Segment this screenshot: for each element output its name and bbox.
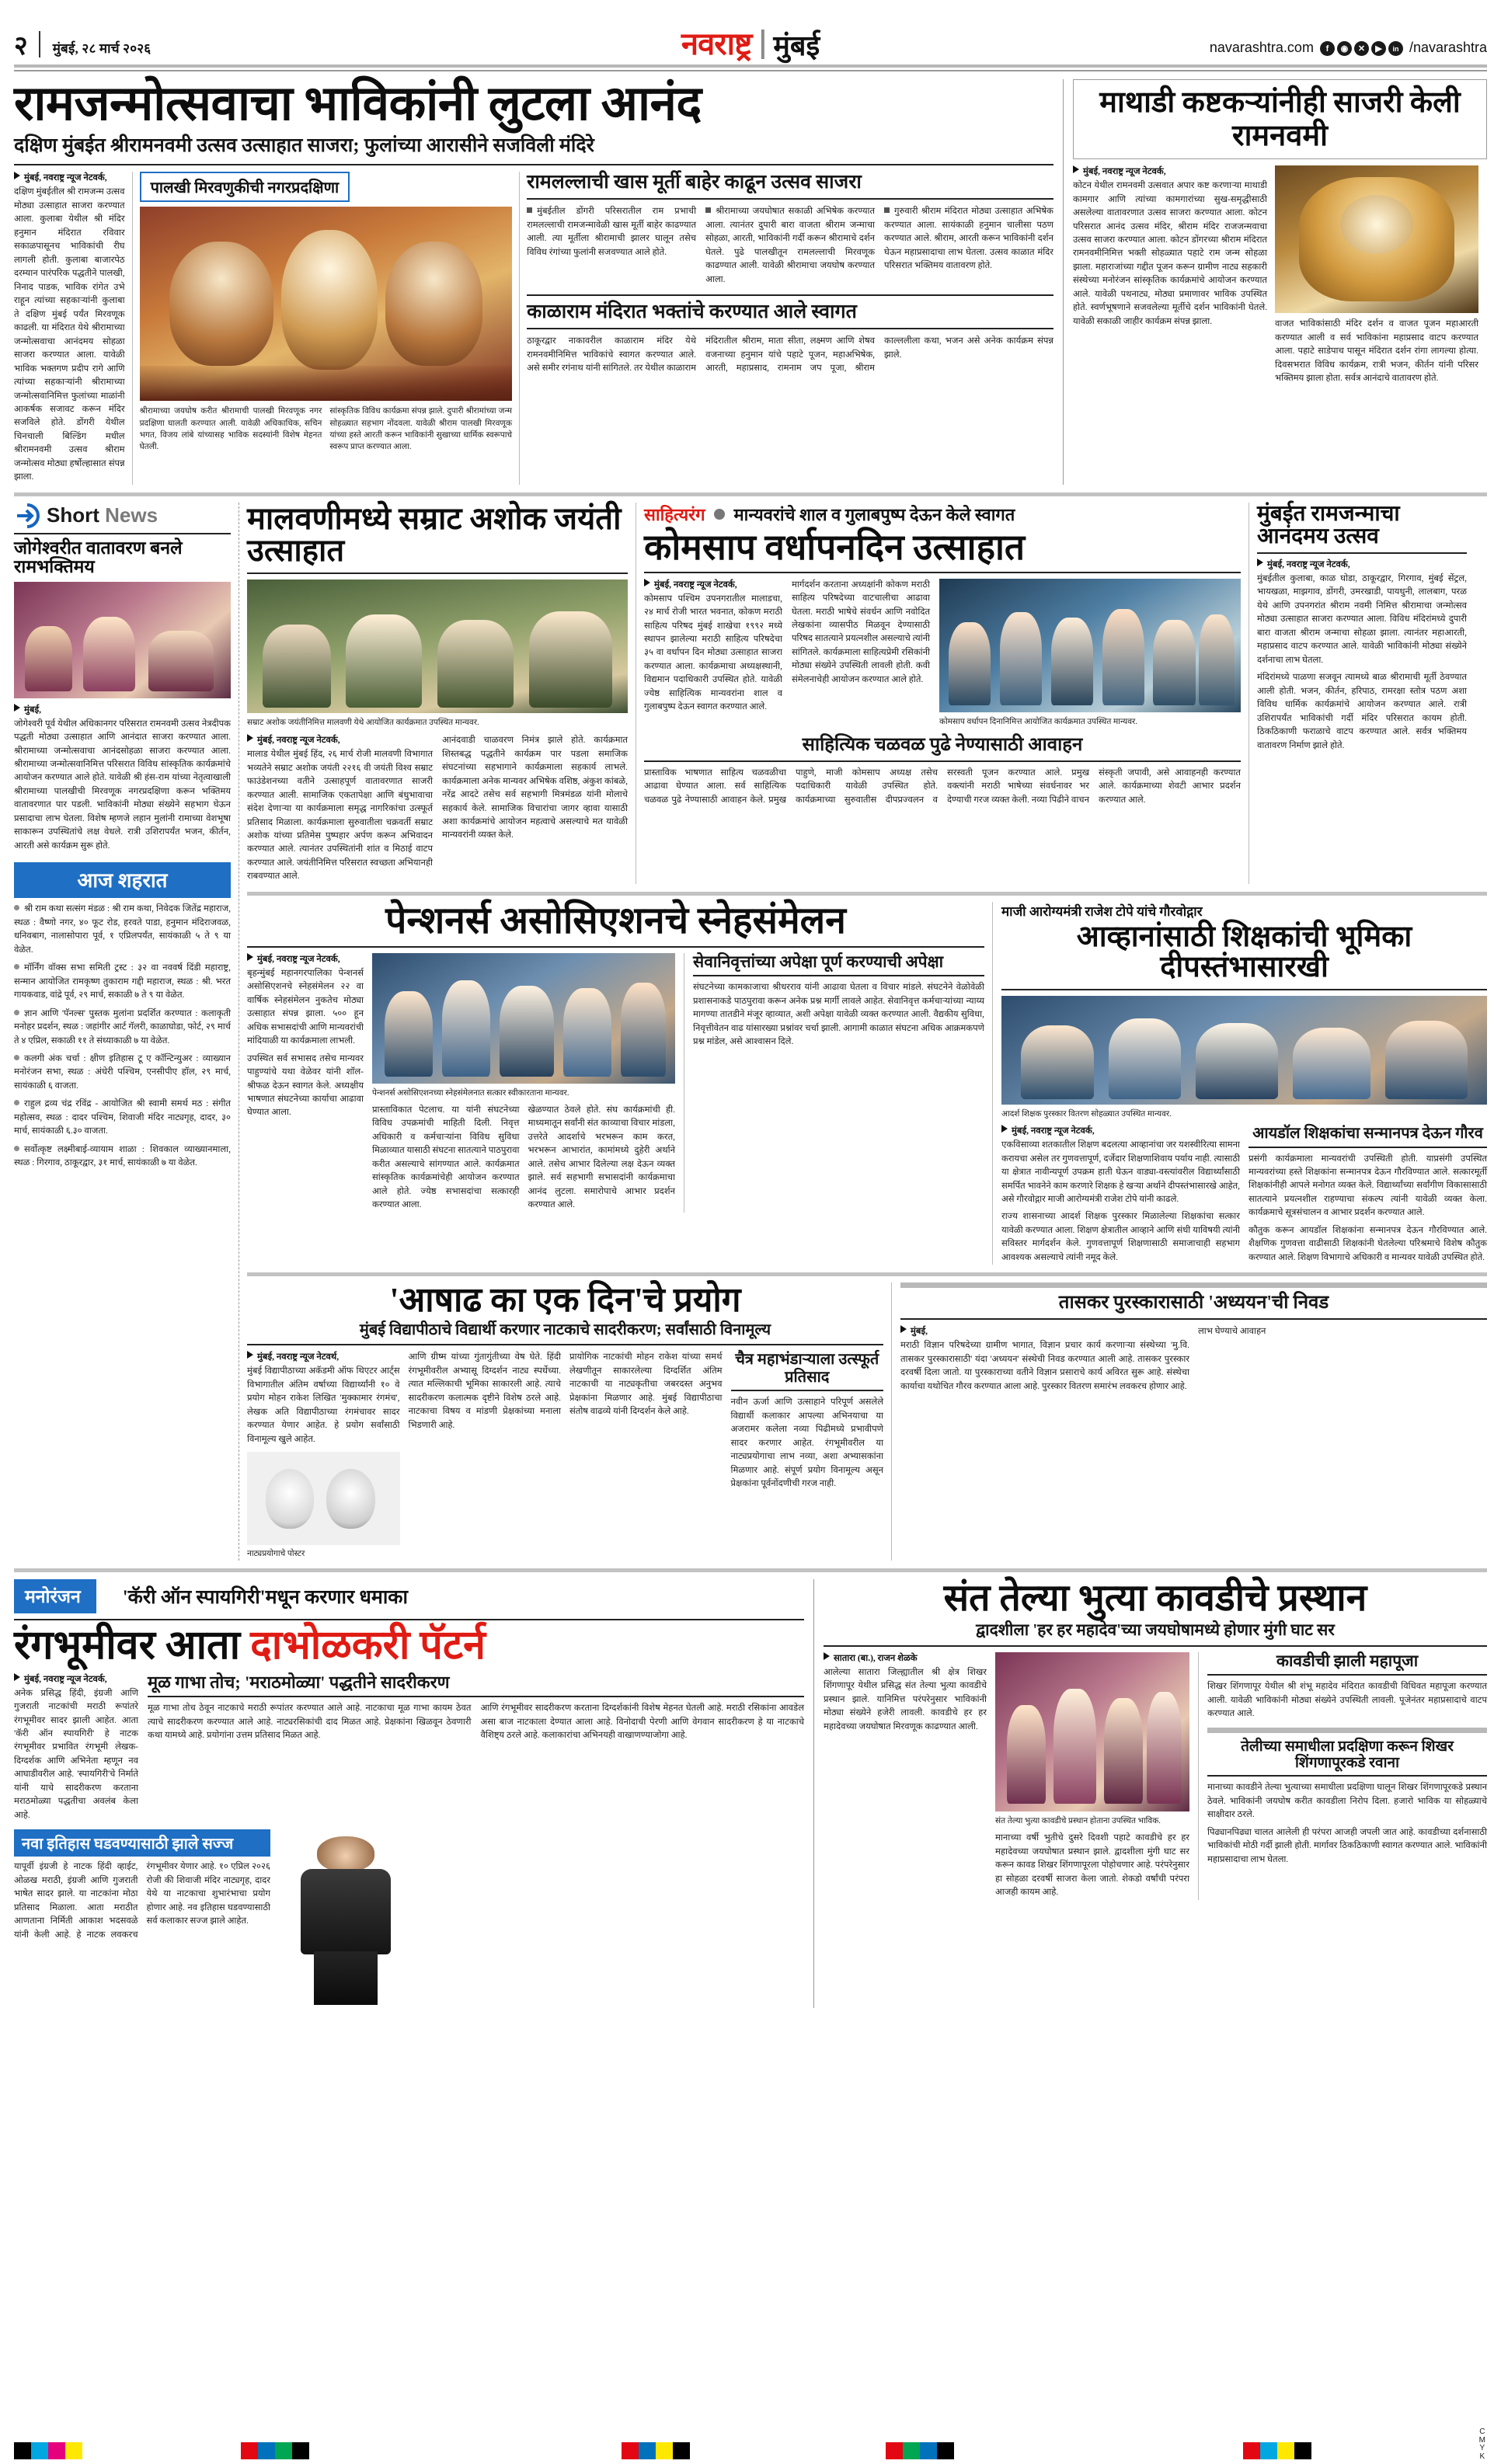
short-news-sidebar <box>14 503 239 1561</box>
right-top-byline: मुंबई, नवराष्ट्र न्यूज नेटवर्क, <box>1073 165 1267 177</box>
lead-headline: रामजन्मोत्सवाचा भाविकांनी लुटला आनंद <box>14 78 702 131</box>
komsap-sub-divider <box>644 760 1241 762</box>
list-item: ज्ञान आणि 'पॅनल्स' पुस्तक मुलांना प्रदर्शित करण्यात : कलाकृती मनोहर प्रदर्शन, स्थळ : जहांगीर आर्ट गॅलरी, काळाघोडा, फोर्ट, २९ मार्च ते ४ एप्रिल, सकाळी ११ ते संध्याकाळी ७ या वेळेत. <box>14 1008 231 1046</box>
triangle-bullet-icon <box>644 579 650 586</box>
komsap-kicker-rest: मान्यवरांचे शाल व गुलाबपुष्प देऊन केले स्वागत <box>733 504 1015 524</box>
komsap-sub-title: साहित्यिक चळवळ पुढे नेण्यासाठी आवाहन <box>802 734 1083 755</box>
short-news-headline: जोगेश्वरीत वातावरण बनले रामभक्तिमय <box>14 538 183 576</box>
square-bullet-icon <box>705 207 711 213</box>
aashadh-sub-divider <box>731 1390 884 1391</box>
teachers-body-3: कौतुक करून आयडॉल शिक्षकांना सन्मानपत्र देऊन गौरविण्यात आले. शैक्षणिक गुणवत्ता वाढीसाठी शिक्षकांनी घेतलेल्या परिश्रमाचे विशेष कौतुक करण्यात आले. शिक्षण विभागाचे अधिकारी व मान्यवर यावेळी उपस्थित होते. <box>1249 1225 1487 1262</box>
x-icon[interactable]: ✕ <box>1354 41 1369 56</box>
aashadh-poster-photo <box>247 1452 400 1545</box>
triangle-bullet-icon <box>1073 165 1079 173</box>
color-registration-mid-2 <box>622 2442 690 2459</box>
pensioners-sub-body: संघटनेच्या कामकाजाचा श्रीधरराव यांनी आढावा घेतला व विचार मांडले. संघटनेने वेळोवेळी प्रशासनाकडे पाठपुरावा करून अनेक प्रश्न मार्गी लावले आहेत. सेवानिवृत्त कर्मचाऱ्यांच्या न्याय्य मागण्या तातडीने मंजूर व्हाव्यात, अशी अपेक्षा यावेळी व्यक्त करण्यात आली. वैद्यकीय सुविधा, निवृत्तीवेतन वाढ यांसारख्या प्रश्नांवर चर्चा झाली. आगामी काळात संघटना अधिक आक्रमकपणे प्रश्न मांडेल, असे आश्वासन दिले. <box>693 983 984 1047</box>
malvani-photo <box>247 579 628 713</box>
taskar-title: तासकर पुरस्कारासाठी 'अध्ययन'ची निवड <box>1058 1293 1329 1314</box>
entertainment-sub-body: यापूर्वी इंग्रजी हे नाटक हिंदी व्हाईट, ओळख मराठी, इंग्रजी आणि गुजराती भाषेत सादर झाले. या नाटकांना मोठा प्रतिसाद मिळाला. आता मराठीत आणताना निर्मिती आकाश भदसवळे यांनी केली आहे. हे नाटक लवकरच रंगभूमीवर येणार आहे. १० एप्रिल २०२६ रोजी की शिवाजी मंदिर नाट्यगृह, दादर येथे या नाटकाचा शुभारंभाचा प्रयोग होणार आहे. नव इतिहास घडवण्यासाठी सर्व कलाकार सज्ज झाले आहेत. <box>14 1862 270 1940</box>
taskar-byline: मुंबई, <box>900 1325 1189 1337</box>
entertainment-kicker: 'कॅरी ऑन स्पायगिरी'मधून करणार धमाका <box>122 1586 408 1608</box>
malvani-divider <box>247 572 628 574</box>
lead-byline: मुंबई, नवराष्ट्र न्यूज नेटवर्क, <box>14 172 125 183</box>
right-top-body: कोटन येथील रामनवमी उत्सवात अपार कष्ट करणाऱ्या माथाडी कामगार आणि त्यांच्या कामगारांच्या सुख-समृद्धीसाठी असलेल्या वातावरणात उत्सव साजरा करण्यात आला. कोटन परिसरात आनंद उत्सव मंदिर, श्रीराम मंदिर राजजन्मवाचा उत्सव साजरा करण्यात आला. कोटन डोंगरच्या श्रीराम मंदिरात रामनवमीनिमित्त भक्ती सोहळ्यात पहाटे राम जन्म सोहळा झाला. महाराजांच्या गद्दीत पूजन करून ग्रामीण नाट्य सहकारी संस्थेच्या मनोरंजन सांस्कृतिक कार्यक्रमांचे आयोजन करण्यात आले. यावेळी पथनाट्य, मोठ्या प्रमाणावर भाविक उपस्थित होते. स्वर्णभूषणाने सजवलेल्या मूर्तीचे दर्शन भाविकांनी घेतले. यावेळी सकाळी जाहीर कार्यक्रम संपन्न झाला. <box>1073 181 1267 326</box>
saint-sub2-body: मानाच्या कावडीने तेल्या भुत्याच्या समाधीला प्रदक्षिणा घालून शिखर शिंगणापूरकडे प्रस्थान ठेवले. भाविकांनी जयघोष करीत कावडीला निरोप दिला. हजारो भाविक या सोहळ्याचे साक्षीदार ठरले. <box>1207 1783 1487 1820</box>
dot-bullet-icon <box>14 1010 19 1015</box>
malvani-byline: मुंबई, नवराष्ट्र न्यूज नेटवर्क, <box>247 734 433 746</box>
lead-sub3-rule-top <box>527 294 1053 296</box>
teachers-story <box>993 902 1487 1265</box>
aashadh-photo-caption: नाट्यप्रयोगाचे पोस्टर <box>247 1550 305 1559</box>
right-top-story <box>1063 79 1487 485</box>
komsap-kicker <box>644 503 1241 526</box>
taskar-body: मराठी विज्ञान परिषदेच्या ग्रामीण भागात, विज्ञान प्रचार कार्य करणाऱ्या संस्थेच्या 'मु.वि. तासकर पुरस्कारासाठी' यंदा 'अध्ययन' संस्थेची निवड करण्यात आली आहे. तासकर पुरस्कार दरवर्षी दिला जातो. या पुरस्काराच्या वतीने विज्ञान प्रसाराचे कार्य अविरत सुरू आहे. संस्थेचा कार्याचा यथोचित गौरव करण्यात आला आहे. पुरस्कार वितरण समारंभ लवकरच होणार आहे. <box>900 1341 1189 1391</box>
mumbai-ram-body-1: मुंबईतील कुलाबा, काळ घोडा, ठाकूरद्वार, गिरगाव, मुंबई सेंट्रल, भायखळा, माझगाव, डोंगरी, उमरखाडी, पायधुनी, लालबाग, परळ येथे आणि उपनगरांत श्रीराम नवमी निमित्त श्रीरामाचा जन्मोत्सव मोठ्या उत्साहात साजरा करण्यात आला. विविध मंदिरांमध्ये दुपारी बारा वाजता श्रीराम जन्माचा सोहळा झाला. त्यानंतर महाआरती, महाप्रसाद वाटप करण्यात आले. यावेळी भाविकांनी मोठ्या संख्येने दर्शनाचा लाभ घेतला. <box>1257 574 1467 665</box>
masthead <box>14 11 1487 59</box>
entertainment-story <box>14 1579 814 2009</box>
dot-separator-icon <box>714 509 725 520</box>
saint-headline: संत तेल्या भुत्या कावडीचे प्रस्थान <box>943 1577 1367 1619</box>
aashadh-body-1: मुंबई विद्यापीठाच्या अकॅडमी ऑफ थिएटर आर्ट्स विभागातील अंतिम वर्षाच्या विद्यार्थ्यांनी १० वे प्रयोग मोहन राकेश लिखित 'मुक्कामार रंगमंच', लेखक अति विद्यापीठाच्या रंगमंचावर सादर करण्यात येणार आहेत. हे प्रयोग सर्वांसाठी विनामूल्य खुले आहेत. <box>247 1366 400 1444</box>
saint-body-1: आलेल्या सातारा जिल्ह्यातील श्री क्षेत्र शिखर शिंगणापूर येथील प्रसिद्ध संत तेल्या भुत्या कावडीचे प्रस्थान झाले. यानिमित्त परंपरेनुसार भाविकांनी मोठ्या संख्येने हजेरी लावली. कावडीचे हर हर महादेवच्या जयघोषात मिरवणूक काढण्यात आली. <box>824 1667 987 1731</box>
malvani-body-1: मालाड येथील मुंबई हिंद, २६ मार्च रोजी मालवणी विभागात भव्यतेने सम्राट अशोक जयंती २२१६ वी जयंती विश्व सम्राट फाउंडेशनच्या वतीने उत्साहपूर्ण वातावरणात साजरी करण्यात आली. सामाजिक एकतापेक्षा आणि बंधुभावाचा संदेश देणाऱ्या या कार्यक्रमाला समृद्ध नागरिकांचा उत्स्फूर्त प्रतिसाद मिळाला. कार्यक्रमाला सुरुवातीला चक्रवर्ती सम्राट अशोक यांच्या प्रतिमेस पुष्पहार अर्पण करून अभिवादन करण्यात आले. त्यानंतर उपस्थितांनी शांत व मिठाई वाटप करण्यात आले. जयंतीनिमित्त परिसरात स्वच्छता अभियानही राबवण्यात आले. <box>247 750 433 882</box>
pensioners-sub-title: सेवानिवृत्तांच्या अपेक्षा पूर्ण करण्याची अपेक्षा <box>693 952 944 971</box>
lead-photo-caption-1: श्रीरामाच्या जयघोष करीत श्रीरामाची पालखी मिरवणूक नगर प्रदक्षिणा घालती करण्यात आली. यावेळी अधिकाधिक, सचिन भगत, विजय लांबे यांच्यासह भाविक सदस्यांनी विशेष मेहनत घेतली. <box>139 407 322 452</box>
lead-photo-block <box>132 172 520 484</box>
short-news-label: Short News <box>47 503 158 527</box>
malvani-headline: मालवणीमध्ये सम्राट अशोक जयंती उत्साहात <box>247 500 622 569</box>
masthead-rule-thick <box>14 64 1487 68</box>
lead-subhead: दक्षिण मुंबईत श्रीरामनवमी उत्सव उत्साहात साजरा; फुलांच्या आरासीने सजविली मंदिरे <box>14 135 594 157</box>
right-top-headline-box <box>1073 79 1487 159</box>
entertainment-header <box>14 1579 804 1613</box>
city-today-list <box>14 903 231 1170</box>
section-rule-3 <box>247 1272 1487 1276</box>
dot-bullet-icon <box>14 1146 19 1151</box>
entertainment-headline-red: दाभोळकरी पॅटर्न <box>250 1623 486 1668</box>
pensioners-photo-caption: पेन्शनर्स असोसिएशनच्या स्नेहसंमेलनात सत्कार स्वीकारताना मान्यवर. <box>372 1088 569 1098</box>
lead-col-1 <box>14 172 132 484</box>
short-news-photo <box>14 582 231 698</box>
saint-sub2-divider <box>1207 1775 1487 1777</box>
taskar-divider <box>900 1318 1487 1320</box>
taskar-story <box>892 1282 1487 1560</box>
teachers-sub-body: प्रसंगी कार्यक्रमाला मान्यवरांची उपस्थिती होती. याप्रसंगी उपस्थित मान्यवरांच्या हस्ते शिक्षकांना सन्मानपत्र देऊन गौरविण्यात आले. सत्कारमूर्ती शिक्षकांनीही आपले मनोगत व्यक्त केले. विद्यार्थ्यांच्या सर्वांगीण विकासासाठी सातत्याने प्रयत्नशील राहण्याचा संकल्प त्यांनी यावेळी व्यक्त केला. कार्यक्रमाचे सूत्रसंचालन व आभार प्रदर्शन करण्यात आले. <box>1249 1154 1487 1218</box>
komsap-kicker-tag: साहित्यरंग <box>644 504 705 524</box>
teachers-sub-title: आयडॉल शिक्षकांचा सन्मानपत्र देऊन गौरव <box>1252 1125 1483 1143</box>
color-registration-right <box>1243 2442 1311 2459</box>
masthead-left <box>14 31 348 59</box>
entertainment-chip: मनोरंजन <box>14 1579 96 1613</box>
list-item: सर्वोत्कृष्ट लक्ष्मीबाई-व्यायाम शाळा : शिवकाल व्याख्यानमाला, स्थळ : गिरगाव, ठाकूरद्वार, ३१ मार्च, सायंकाळी ७ या वेळेत. <box>14 1144 231 1168</box>
teachers-body-1: एकविसाव्या शतकातील शिक्षण बदलत्या आव्हानांचा जर यशस्वीरित्या सामना करायचा असेल तर गुणवत्तापूर्ण, दर्जेदार शिक्षणाशिवाय पर्याय नाही. त्यासाठी या क्षेत्रात नावीन्यपूर्ण उपक्रम हाती घेऊन वाड्या-वस्त्यांवरील विद्यार्थ्यांसाठी समर्पित भावनेने काम करणारे शिक्षक हे खऱ्या अर्थाने दीपस्तंभासारखे आहेत, असे गौरवोद्गार माजी आरोग्यमंत्री राजेश टोपे यांनी काढले. <box>1001 1140 1240 1204</box>
komsap-byline: मुंबई, नवराष्ट्र न्यूज नेटवर्क, <box>644 579 782 590</box>
aashadh-sub-body: नवीन ऊर्जा आणि उत्साहाने परिपूर्ण असलेले विद्यार्थी कलाकार आपल्या अभिनयाचा या अजरामर कलेला नव्या पिढीमध्ये प्रभावीपणे सादर करणार आहेत. रंगभूमीवरील या नाट्यप्रयोगाचा लाभ नव्या, अशा अभ्यासकांना मिळणार आहे. संपूर्ण प्रयोग विनामूल्य असून प्रेक्षकांना पूर्वनोंदणीची गरज नाही. <box>730 1397 883 1489</box>
pensioners-divider <box>247 946 984 948</box>
aashadh-divider <box>247 1344 883 1345</box>
saint-sub2-title: तेलीच्या समाधीला प्रदक्षिणा करून शिखर शिंगणापूरकडे रवाना <box>1241 1738 1454 1772</box>
komsap-story <box>636 503 1249 884</box>
teachers-body-2: राज्य शासनाच्या आदर्श शिक्षक पुरस्कार मिळालेल्या शिक्षकांचा सत्कार यावेळी करण्यात आला. शिक्षण क्षेत्रातील आव्हाने आणि संधी याविषयी त्यांनी सविस्तर मार्गदर्शन केले. गुणवत्तापूर्ण शिक्षणासाठी समाजाचाही सहभाग आवश्यक असल्याचे त्यांनी नमूद केले. <box>1001 1212 1240 1262</box>
section-rule-2 <box>247 892 1487 896</box>
pensioners-sub-divider <box>693 975 984 976</box>
komsap-photo <box>939 579 1241 712</box>
square-bullet-icon <box>884 207 890 213</box>
linkedin-icon[interactable]: in <box>1388 41 1403 56</box>
triangle-bullet-icon <box>14 1673 20 1681</box>
short-news-header <box>14 503 231 529</box>
entertainment-body-2: मूळ गाभा तोच ठेवून नाटकाचे मराठी रूपांतर करण्यात आले आहे. नाटकाचा मूळ गाभा कायम ठेवत त्याचे सादरीकरण करण्यात आले आहे. नाट्यरसिकांची दाद मिळत आहे. प्रेक्षकांना खिळवून ठेवणारी कथा यामध्ये आहे. प्रयोगांना उत्तम प्रतिसाद मिळत आहे. <box>148 1704 472 1741</box>
saint-byline: सातारा (बा.), राजन शेळके <box>824 1652 987 1664</box>
aashadh-sub-title: चैत्र महाभंडाऱ्याला उत्स्फूर्त प्रतिसाद <box>735 1351 879 1386</box>
entertainment-rule <box>14 1619 804 1620</box>
saint-body-2: मानाच्या वर्षी भुतीचे दुसरे दिवशी पहाटे कावडीचे हर हर महादेवच्या जयघोषात प्रस्थान झाले. द्वादशीला मुंगी घाट सर करून कावड शिखर शिंगणापूरला पोहोचणार आहे. परंपरेनुसार हा सोहळा दरवर्षी साजरा केला जातो. शेकडो वर्षांची परंपरा आजही कायम आहे. <box>995 1833 1189 1898</box>
pensioners-body-1: बृहन्मुंबई महानगरपालिका पेन्शनर्स असोसिएशनचे स्नेहसंमेलन २२ वा वार्षिक स्नेहसंमेलन नुकतेच मोठ्या उत्साहात संपन्न झाला. ५०० हून अधिक सभासदांची आणि मान्यवरांची मांदियाळी या कार्यक्रमाला लाभली. <box>247 968 364 1046</box>
saint-body-3: पिढ्यानपिढ्या चालत आलेली ही परंपरा आजही जपली जात आहे. कावडीच्या दर्शनासाठी भाविकांची मोठी गर्दी झाली होती. मार्गावर ठिकठिकाणी स्वागत करण्यात आले. भाविकांनी महाप्रसादाचा लाभ घेतला. <box>1207 1827 1487 1864</box>
pensioners-body-2: उपस्थित सर्व सभासद तसेच मान्यवर पाहुण्यांचे यथा वेळेवर यांनी शॉल-श्रीफळ देऊन स्वागत केले. अध्यक्षीय भाषणात संघटनेच्या कार्याचा आढावा घेण्यात आला. <box>247 1053 364 1118</box>
edition-label: मुंबई <box>773 29 820 61</box>
saint-sub1-body: शिखर शिंगणापूर येथील श्री शंभू महादेव मंदिरात कावडीची विधिवत महापूजा करण्यात आली. यावेळी भाविकांनी मोठ्या संख्येने उपस्थिती लावली. पूजेनंतर महाप्रसादाचे वाटप करण्यात आले. <box>1207 1682 1487 1719</box>
teachers-kicker: माजी आरोग्यमंत्री राजेश टोपे यांचे गौरवोद्गार <box>1001 903 1203 919</box>
masthead-brand-block <box>681 27 820 61</box>
komsap-photo-caption: कोमसाप वर्धापन दिनानिमित्त आयोजित कार्यक्रमात उपस्थित मान्यवर. <box>939 717 1137 726</box>
triangle-bullet-icon <box>1001 1125 1008 1133</box>
komsap-headline: कोमसाप वर्धापनदिन उत्साहात <box>644 527 1026 567</box>
list-item: कलगी अंक चर्चा : क्षीण इतिहास टू ए कॉन्टिन्युअर : व्याख्यान मनोरंजन सभा, स्थळ : अंधेरी पश्चिम, एनसीपीए हॉल, २९ मार्च, सायंकाळी ६ वाजता. <box>14 1053 231 1091</box>
lead-sub-stories <box>519 172 1053 484</box>
social-handle: /navarashtra <box>1409 40 1487 55</box>
dot-bullet-icon <box>14 905 19 910</box>
triangle-bullet-icon <box>824 1652 830 1660</box>
pensioners-body-4: खेळण्यात ठेवले होते. संघ कार्यक्रमांची ही. माध्यमातून सर्वांनी संत काव्याचा विचार मांडला, उत्तरेते आदर्शाचे भरभरून काम करत, भरभरून आभारांत, कामांमध्ये दुहेरी अर्थाने आले. तसेच आभार दिलेल्या लक्ष देऊन व्यक्त झाले. सर्व सहभागी सभासदांनी कार्यक्रमाचा आनंद लुटला. समारोपाचे आभार प्रदर्शन करण्यात आले. <box>528 1105 675 1210</box>
city-today-title: आज शहरात <box>14 862 231 898</box>
lead-body-1: दक्षिण मुंबईतील श्री रामजन्म उत्सव मोठ्या उत्साहात साजरा करण्यात आला. कुलाबा येथील श्री मंदिर हनुमान मंदिरात रविवार सकाळपासूनच भाविकांची रीघ लागली होती. कुलाबा बाजारपेठ दरम्यान पारंपरिक पद्धतीने पालखी, निनाद पाडक, भाविक रांगेत उभे राहून त्यांच्या सहकाऱ्यांनी कुलाबा ते दक्षिण मुंबई पर्यंत मिरवणूक काढली. या मंदिरात येथे श्रीरामाच्या जन्मोत्सवाचा आनंदमय सोहळा साजरा करण्यात आला. यावेळी भाविक भक्तगण प्रदीप रागे आणि त्यांच्या सहकाऱ्यांनी श्रीरामाच्या जन्मोत्सवानिमित्त फुलांच्या माळांनी आकर्षक सजावट करून मंदिर सजविले होते. डोंगरी येथील चिनचाली बिल्डिंग मधील श्रीरामनवमी उत्सव श्रीराम जन्मोत्सव मोठ्या हर्षोल्हासात संपन्न झाला. <box>14 187 125 482</box>
entertainment-subhead: मूळ गाभा तोच; 'मराठमोळ्या' पद्धतीने सादरीकरण <box>148 1672 450 1692</box>
masthead-right <box>1210 40 1487 59</box>
dot-bullet-icon <box>14 1055 19 1060</box>
square-bullet-icon <box>527 207 532 213</box>
saint-photo <box>995 1652 1189 1811</box>
pensioners-headline: पेन्शनर्स असोसिएशनचे स्नेहसंमेलन <box>385 900 846 941</box>
section-rule-1 <box>14 492 1487 496</box>
aashadh-headline: 'आषाढ का एक दिन'चे प्रयोग <box>389 1281 741 1320</box>
mumbai-ram-headline: मुंबईत रामजन्माचा आनंदमय उत्सव <box>1257 501 1400 548</box>
lead-photo-caption-2: सांस्कृतिक विविध कार्यक्रमा संपन्न झाले. दुपारी श्रीरामांच्या जन्म सोहळ्यात सहभाग नोंदवला. यावेळी श्रीराम पालखी मिरवणूक यांच्या हस्ते आरती करून भाविकांनी सुखाच्या धार्मिक स्वरूपाचे स्वरूप प्राप्त करण्यात आला. <box>329 407 513 452</box>
teachers-headline: आव्हानांसाठी शिक्षकांची भूमिका दीपस्तंभासारखी <box>1076 920 1412 984</box>
triangle-bullet-icon <box>247 734 253 742</box>
masthead-rule-thin <box>14 70 1487 71</box>
pensioners-photo <box>372 953 675 1084</box>
teachers-photo-caption: आदर्श शिक्षक पुरस्कार वितरण सोहळ्यात उपस्थित मान्यवर. <box>1001 1109 1172 1119</box>
lead-photo <box>140 207 513 401</box>
color-registration-mid-3 <box>886 2442 954 2459</box>
right-top-photo-col <box>1275 165 1478 385</box>
saint-story <box>814 1579 1487 2009</box>
dot-bullet-icon <box>14 1100 19 1105</box>
teachers-byline: मुंबई, नवराष्ट्र न्यूज नेटवर्क, <box>1001 1125 1240 1136</box>
entertainment-sub-rule <box>148 1696 804 1697</box>
color-registration-left <box>14 2442 82 2459</box>
mumbai-ram-body-2: मंदिरांमध्ये पाळणा सजवून त्यामध्ये बाळ श्रीरामाची मूर्ती ठेवण्यात आली होती. भजन, कीर्तन, हरिपाठ, रामरक्षा स्तोत्र पठण अशा विविध धार्मिक कार्यक्रमांचे आयोजन करण्यात आले. रात्री उशिरापर्यंत भाविकांची गर्दी मंदिर परिसरात कायम होती. ठिकठिकाणी फराळाचे वाटप करण्यात आले. सर्वत्र भक्तिमय वातावरण निर्माण झाले होते. <box>1257 673 1467 750</box>
triangle-bullet-icon <box>14 704 20 712</box>
right-top-body-2: वाजत भाविकांसाठी मंदिर दर्शन व वाजत पूजन महाआरती करण्यात आली व सर्व भाविकांना महाप्रसाद वाटप करण्यात आला. पहाटे साडेपाच पासून मंदिरात दर्शन रांगा लागल्या होत्या. दिवसभरात विविध कार्यक्रम, रात्री भजन, कीर्तन यांनी परिसर भक्तिमय झाला होता. सर्वत्र आनंदाचे वातावरण होते. <box>1275 319 1478 383</box>
lead-sub2-bullet-2: श्रीरामाच्या जयघोषात सकाळी अभिषेक करण्यात आला. त्यानंतर दुपारी बारा वाजता श्रीराम जन्माचा सोहळा, आरती, भाविकांनी गर्दी करून श्रीरामाचे दर्शन घेतले. पुढे पालखीतून रामलल्लाची मिरवणूक काढण्यात आली. यावेळी श्रीरामाचा जयघोष करण्यात आला. <box>705 207 876 284</box>
mumbai-ram-byline: मुंबई, नवराष्ट्र न्यूज नेटवर्क, <box>1257 559 1467 570</box>
brand-separator <box>761 30 764 59</box>
arrow-right-circle-icon <box>14 503 40 529</box>
section-rule-4 <box>14 1568 1487 1572</box>
aashadh-body-3: प्रायोगिक नाटकांची मोहन राकेश यांच्या समर्थ लेखणीतून साकारलेल्या दिग्दर्शित अंतिम नाटकाची या नाट्यकृतीचा जबरदस्त अनुभव प्रेक्षकांना मिळणार आहे. मुंबई विद्यापीठाचा संतोष वाढव्ये यांनी दिग्दर्शन केले आहे. <box>569 1352 723 1417</box>
mumbai-ram-story <box>1249 503 1467 884</box>
dot-bullet-icon <box>14 964 19 969</box>
saint-subhead: द्वादशीला 'हर हर महादेव'च्या जयघोषामध्ये होणार मुंगी घाट सर <box>976 1620 1335 1640</box>
saint-sub2-rule <box>1207 1728 1487 1733</box>
brand-logo: नवराष्ट्र <box>681 27 752 61</box>
aashadh-byline: मुंबई, नवराष्ट्र न्यूज नेटवर्थ, <box>247 1351 400 1363</box>
malvani-photo-caption: सम्राट अशोक जयंतीनिमित्त मालवणी येथे आयोजित कार्यक्रमात उपस्थित मान्यवर. <box>247 718 479 727</box>
triangle-bullet-icon <box>900 1325 907 1333</box>
facebook-icon[interactable]: f <box>1320 41 1335 56</box>
entertainment-headline: रंगभूमीवर आता दाभोळकरी पॅटर्न <box>14 1623 486 1668</box>
triangle-bullet-icon <box>14 172 20 179</box>
lead-sub3-divider <box>527 328 1053 329</box>
entertainment-poster <box>280 1829 412 2008</box>
komsap-body-1: कोमसाप पश्चिम उपनगरातील मालाडचा, २४ मार्च रोजी भारत भवनात, कोकण मराठी साहित्य परिषद मुंबई शाखेचा १९९२ मध्ये स्थापन झालेल्या मराठी साहित्य परिषदेचा ३५ वा वर्धापन दिन मोठ्या उत्साहात साजरा करण्यात आला. कार्यक्रमाचा अध्यक्षस्थानी, विद्यमान पदाधिकारी उपस्थित होते. यावेळी ज्येष्ठ साहित्यिक मान्यवरांना शाल व गुलाबपुष्प देऊन स्वागत करण्यात आले. <box>644 593 782 712</box>
aashadh-subhead: मुंबई विद्यापीठाचे विद्यार्थी करणार नाटकाचे सादरीकरण; सर्वांसाठी विनामूल्य <box>359 1321 771 1339</box>
komsap-sub-body: प्रास्ताविक भाषणात साहित्य चळवळीचा आढावा घेण्यात आला. सर्व साहित्यिक चळवळ पुढे नेण्यासाठी आवाहन केले. प्रमुख पाहुणे, माजी कोमसाप अध्यक्ष तसेच पदाधिकारी यावेळी उपस्थित होते. कार्यक्रमाच्या सुरुवातीस दीपप्रज्वलन व सरस्वती पूजन करण्यात आले. प्रमुख वक्त्यांनी मराठी भाषेच्या संवर्धनावर भर देण्याची गरज व्यक्त केली. नव्या पिढीने वाचन संस्कृती जपावी, असे आवाहनही करण्यात आले. कार्यक्रमाच्या शेवटी आभार प्रदर्शन करण्यात आले. <box>644 767 1241 805</box>
entertainment-body-3: आणि रंगभूमीवर सादरीकरण करताना दिग्दर्शकांनी विशेष मेहनत घेतली आहे. मराठी रसिकांना आवडेल असा बाज नाटकाला देण्यात आला आहे. विनोदाची पेरणी आणि वेगवान सादरीकरण हे या नाटकाचे वैशिष्ट्य ठरले आहे. कलाकारांचा अभिनयही वाखाणण्याजोगा आहे. <box>480 1704 804 1741</box>
aashadh-story <box>247 1282 892 1560</box>
taskar-sub-body: लाभ घेण्याचे आवाहन <box>1198 1327 1266 1337</box>
entertainment-subbox <box>14 1829 270 2008</box>
list-item: श्री राम कथा सत्संग मंडळ : श्री राम कथा, निवेदक जितेंद्र महाराज, स्थळ : वैष्णो नगर, ४० फूट रोड, हरवते पाडा, हनुमान मंदिराजवळ, धनिवबाग, नालासोपारा पूर्व, १ एप्रिलपर्यंत, सायंकाळी ५ ते ९ या वेळेत. <box>14 904 231 955</box>
teachers-sub-divider <box>1249 1147 1487 1148</box>
lead-story <box>14 79 1063 485</box>
lead-sub2-bullet-3: गुरुवारी श्रीराम मंदिरात मोठ्या उत्साहात अभिषेक करण्यात आला. सायंकाळी हनुमान चालीसा पठण करण्यात आले. श्रीराम, आरती करून भाविकांनी दर्शन घेऊन महाप्रसादाचा लाभ घेतला. उत्सव काळात मंदिर परिसरात भक्तिमय वातावरण होते. <box>884 207 1053 271</box>
website-link[interactable]: navarashtra.com <box>1209 40 1314 55</box>
komsap-divider <box>644 572 1241 573</box>
teachers-photo <box>1001 996 1487 1105</box>
right-top-headline: माथाडी कष्टकऱ्यांनीही साजरी केली रामनवमी <box>1099 86 1461 152</box>
triangle-bullet-icon <box>247 1351 253 1359</box>
right-top-photo <box>1275 165 1478 313</box>
color-registration-mid-1 <box>241 2442 309 2459</box>
komsap-body-2: मार्गदर्शन करताना अध्यक्षांनी कोकण मराठी साहित्य परिषदेच्या वाटचालीचा आढावा घेतला. मराठी भाषेचे संवर्धन आणि नवोदित लेखकांना व्यासपीठ मिळवून देण्यासाठी परिषद सातत्याने प्रयत्नशील असल्याचे त्यांनी सांगितले. कार्यक्रमाला साहित्यप्रेमी रसिकांनी मोठ्या संख्येने उपस्थिती लावली होती. कवी संमेलनाचेही आयोजन करण्यात आले होते. <box>792 579 930 684</box>
list-item: मॉर्निंग वॉक्स सभा समिती ट्रस्ट : ३२ वा नववर्ष दिंडी महाराष्ट्र, सन्मान आयोजित रामकृष्ण तुकाराम गद्दी महाराज, स्थळ : श्री. भरत गायकवाड, वांद्रे पूर्व, २९ मार्च, सकाळी ७ ते ९ या वेळेत. <box>14 963 231 1001</box>
instagram-icon[interactable]: ◉ <box>1337 41 1352 56</box>
pensioners-story <box>247 902 993 1265</box>
entertainment-byline: मुंबई, नवराष्ट्र न्यूज नेटवर्क, <box>14 1673 138 1685</box>
middle-main <box>239 500 1487 1561</box>
entertainment-body-1: अनेक प्रसिद्ध हिंदी, इंग्रजी आणि गुजराती नाटकांची मराठी रूपांतरे रंगभूमीवर सादर झाली आहेत. आता 'कॅरी ऑन स्पायगिरी' हे नाटक रंगभूमीवर प्रभावित रंगभूमी लेखक-दिग्दर्शक आणि अभिनेता म्हणून नव आघाडीवरील आहे. 'स्पायगिरी'चे निर्माते यांनी याचे सादरीकरण करताना मराठमोळ्या पद्धतीचा अवलंब केला आहे. <box>14 1688 138 1820</box>
mumbai-ram-divider <box>1257 552 1467 554</box>
lead-sub3-title: काळाराम मंदिरात भक्तांचे करण्यात आले स्वागत <box>527 301 857 323</box>
youtube-icon[interactable]: ▶ <box>1371 41 1386 56</box>
lead-sub2-divider <box>527 198 1053 200</box>
saint-divider <box>824 1645 1487 1647</box>
social-icon-row <box>1320 41 1403 56</box>
triangle-bullet-icon <box>1257 559 1263 566</box>
page-number: २ <box>14 32 28 61</box>
right-top-text-col <box>1073 165 1267 385</box>
pensioners-body-3: प्रास्ताविकात पेटलाच. या यांनी संघटनेच्या विविध उपक्रमांची माहिती दिली. निवृत्त अधिकारी व कर्मचाऱ्यांना विविध सुविधा मिळाव्यात यासाठी संघटना सातत्याने पाठपुरावा करीत असल्याचे सांगण्यात आले. कार्यक्रमात सांस्कृतिक कार्यक्रमांचेही आयोजन करण्यात आले होते. ज्येष्ठ सभासदांचा सत्कारही करण्यात आला. <box>372 1105 520 1210</box>
lead-sub3-body: ठाकूरद्वार नाकावरील काळाराम मंदिर येथे रामनवमीनिमित्त भाविकांचे स्वागत करण्यात आले. असे समीर रगंनाथ यांनी सांगितले. तर येथील काळाराम मंदिरातील श्रीराम, माता सीता, लक्ष्मण आणि शेषव वजनाच्या हनुमान यांचे पहाटे पूजन, महाअभिषेक, आरती, महाप्रसाद, रामनाम जप पूजा, श्रीराम काल्ललीला कथा, भजन असे अनेक कार्यक्रम संपन्न झाले. <box>527 336 1053 374</box>
saint-photo-caption: संत तेल्या भुत्या कावडीचे प्रस्थान होताना उपस्थित भाविक. <box>995 1816 1161 1825</box>
lead-divider <box>14 164 1053 165</box>
short-news-body: जोगेश्वरी पूर्व येथील अधिकानगर परिसरात रामनवमी उत्सव नेत्रदीपक पद्धती मोठ्या उत्साहात आणि आनंदात साजरा करण्यात आला. श्रीरामाच्या जन्मोत्सवाचा आनंदसोहळा साजरा करण्यात आला. श्रीरामाच्या जन्मोत्सवानिमित्त परिसरात विविध सांस्कृतिक कार्यक्रमांचे आयोजन करण्यात आले होते. यावेळी श्री हंस-राम यांच्या नेतृत्वाखाली श्रीरामाच्या पालखीची मिरवणूक नगरप्रदक्षिणा करून भक्तिमय वातावरणात पार पडली. भाविकांनी मोठ्या संख्येने सहभाग घेऊन प्रसादाचा लाभ घेतला. विशेष म्हणजे लहान मुलांनी रामाच्या वेशभूषा साकारून उपस्थितांचे लक्ष वेधले. रात्री उशिरापर्यंत भजन, कीर्तन, आरती असे कार्यक्रम सुरू होते. <box>14 719 231 851</box>
triangle-bullet-icon <box>247 953 253 961</box>
entertainment-sub-title: नवा इतिहास घडवण्यासाठी झाले सज्ज <box>14 1829 270 1857</box>
list-item: राहुल द्रव्य चंद्र रविंद्र - आयोजित श्री स्वामी समर्थ मठ : संगीत महोत्सव, स्थळ : दादर पश्चिम, शिवाजी मंदिर नाट्यगृह, दादर, ३० मार्च, सायंकाळी ६.३० वाजता. <box>14 1099 231 1136</box>
saint-sub1-divider <box>1207 1674 1487 1676</box>
lead-sub2-bullet-1: मुंबईतील डोंगरी परिसरातील राम प्रभाची रामलल्लाची रामजन्मावेळी खास मूर्ती बाहेर काढण्यात आली. त्या मूर्तीला श्रीरामाची झालर घालून तसेच विविध रंगांच्या फुलांनी सजवण्यात आले होते. <box>527 207 697 257</box>
pensioners-byline: मुंबई, नवराष्ट्र न्यूज नेटवर्क, <box>247 953 364 965</box>
malvani-body-2: आनंदवाडी चाळवरण निमंत्र झाले होते. कार्यक्रमात शिस्तबद्ध पद्धतीने कार्यक्रम पार पडला समाजिक संघटनांच्या सहभागाने कार्यक्रमाला सहकार्य लाभले. कार्यक्रमाला अनेक मान्यवर अभिषेक वशिष्ठ, अंकुश कांबळे, नरेंद्र आदटे तसेच सर्व सहभागी मित्रमंडळ यांनी मोलाचे सहकार्य केले. सामाजिक विचारांचा जागर व्हावा यासाठी अशा कार्यक्रमांचे आयोजन महत्वाचे असल्याचे मत यावेळी मान्यवरांनी व्यक्त केले. <box>442 736 628 840</box>
lead-sub2-title: रामलल्लाची खास मूर्ती बाहेर काढून उत्सव साजरा <box>527 172 862 193</box>
lead-photo-label: पालखी मिरवणुकीची नगरप्रदक्षिणा <box>140 172 350 202</box>
malvani-story <box>247 500 636 884</box>
teachers-divider <box>1001 989 1487 990</box>
short-news-divider <box>14 533 231 534</box>
masthead-divider <box>39 31 40 57</box>
cmyk-label: C M Y K <box>1478 2427 1485 2461</box>
masthead-date: मुंबई, २८ मार्च २०२६ <box>52 41 151 56</box>
short-news-byline: मुंबई, <box>14 704 231 715</box>
saint-sub1-title: कावडीची झाली महापूजा <box>1276 1651 1419 1670</box>
aashadh-body-2: आणि ग्रीष्म यांच्या गुंतागुंतीच्या वेष घेते. हिंदी रंगभूमीवरील अभ्यासू दिग्दर्शन नाट्य स्पर्धेच्या. त्यात मल्लिकाची भूमिका साकारली आहे. त्याचे सादरीकरण कलात्मक दृष्टीने विशेष ठरले आहे. नाटकाचा विषय व मांडणी प्रेक्षकांच्या मनाला भिडणारी आहे. <box>408 1352 561 1430</box>
taskar-rule <box>900 1282 1487 1288</box>
